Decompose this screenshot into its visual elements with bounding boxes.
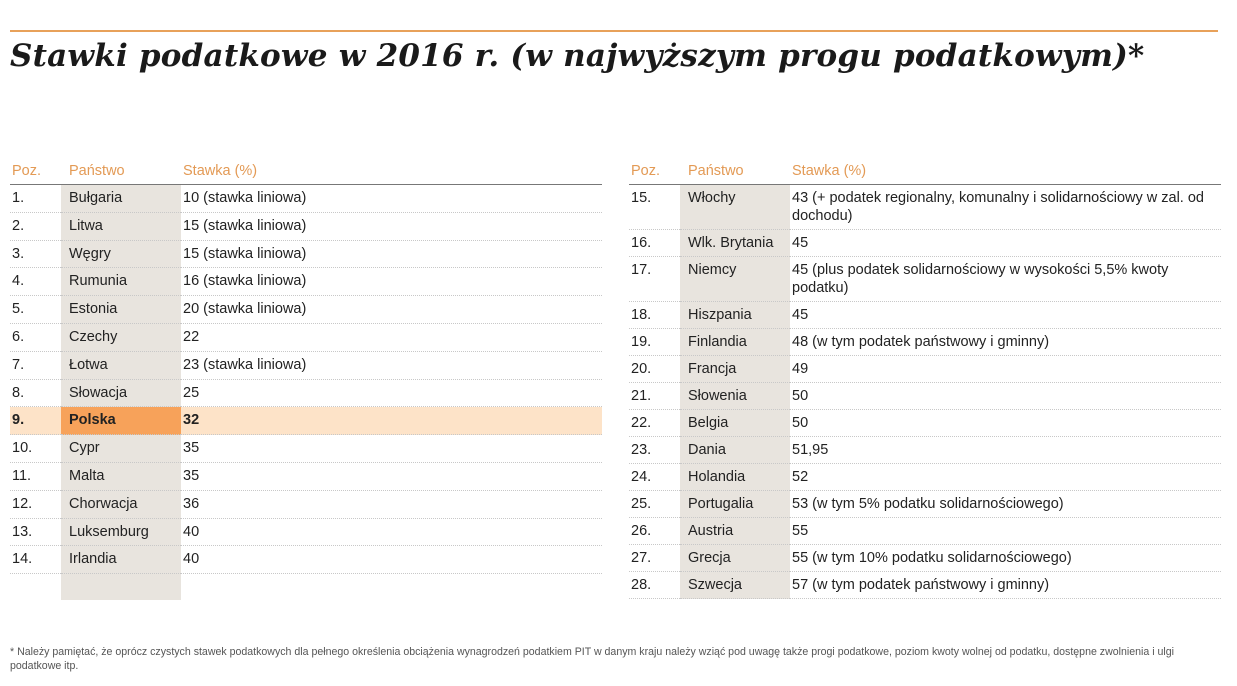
row-rate: 45 [790, 302, 1221, 329]
row-pos: 15. [629, 185, 680, 230]
row-rate: 15 (stawka liniowa) [181, 212, 602, 240]
row-rate: 49 [790, 356, 1221, 383]
tax-table-right [629, 157, 1221, 599]
header-rate: Stawka (%) [181, 157, 602, 185]
row-country: Węgry [61, 240, 181, 268]
row-country: Bułgaria [61, 185, 181, 213]
table-row [10, 212, 602, 240]
row-country: Grecja [680, 545, 790, 572]
table-spacer-row [10, 574, 602, 601]
row-pos: 19. [629, 329, 680, 356]
table-row [629, 257, 1221, 302]
row-pos: 9. [10, 407, 61, 435]
row-country: Czechy [61, 323, 181, 351]
row-pos: 28. [629, 572, 680, 599]
row-country: Dania [680, 437, 790, 464]
row-rate: 15 (stawka liniowa) [181, 240, 602, 268]
table-row [629, 185, 1221, 230]
row-rate: 45 (plus podatek solidarnościowy w wysokości 5,5% kwoty podatku) [790, 257, 1221, 302]
row-pos: 22. [629, 410, 680, 437]
row-pos: 10. [10, 435, 61, 463]
table-row [629, 572, 1221, 599]
row-pos: 18. [629, 302, 680, 329]
row-rate: 45 [790, 230, 1221, 257]
row-pos: 13. [10, 518, 61, 546]
header-pos: Poz. [10, 157, 61, 185]
row-rate: 50 [790, 383, 1221, 410]
top-rule [10, 30, 1218, 32]
row-country: Polska [61, 407, 181, 435]
row-rate: 51,95 [790, 437, 1221, 464]
table-row [629, 518, 1221, 545]
row-country: Estonia [61, 296, 181, 324]
row-rate: 23 (stawka liniowa) [181, 351, 602, 379]
table-row [10, 462, 602, 490]
table-row [629, 491, 1221, 518]
row-rate: 55 [790, 518, 1221, 545]
row-pos: 27. [629, 545, 680, 572]
row-pos: 1. [10, 185, 61, 213]
row-rate: 25 [181, 379, 602, 407]
row-country: Rumunia [61, 268, 181, 296]
spacer-cell [61, 574, 181, 601]
row-country: Słowacja [61, 379, 181, 407]
row-pos: 24. [629, 464, 680, 491]
table-header-row [629, 157, 1221, 185]
table-row [10, 240, 602, 268]
table-row [10, 518, 602, 546]
row-rate: 10 (stawka liniowa) [181, 185, 602, 213]
table-row [629, 302, 1221, 329]
row-country: Francja [680, 356, 790, 383]
header-rate: Stawka (%) [790, 157, 1221, 185]
row-country: Niemcy [680, 257, 790, 302]
row-country: Finlandia [680, 329, 790, 356]
table-row [629, 356, 1221, 383]
spacer-cell [181, 574, 602, 601]
row-rate: 50 [790, 410, 1221, 437]
row-pos: 21. [629, 383, 680, 410]
row-country: Chorwacja [61, 490, 181, 518]
row-pos: 3. [10, 240, 61, 268]
row-rate: 52 [790, 464, 1221, 491]
row-country: Słowenia [680, 383, 790, 410]
row-rate: 43 (+ podatek regionalny, komunalny i solidarnościowy w zal. od dochodu) [790, 185, 1221, 230]
table-row [629, 545, 1221, 572]
table-row [629, 230, 1221, 257]
row-rate: 57 (w tym podatek państwowy i gminny) [790, 572, 1221, 599]
row-rate: 40 [181, 546, 602, 574]
row-pos: 17. [629, 257, 680, 302]
tax-table-left [10, 157, 602, 600]
row-rate: 32 [181, 407, 602, 435]
row-country: Portugalia [680, 491, 790, 518]
row-country: Austria [680, 518, 790, 545]
row-rate: 20 (stawka liniowa) [181, 296, 602, 324]
table-row [10, 351, 602, 379]
table-row [10, 296, 602, 324]
table-row [10, 490, 602, 518]
row-country: Szwecja [680, 572, 790, 599]
row-country: Włochy [680, 185, 790, 230]
row-pos: 25. [629, 491, 680, 518]
row-rate: 22 [181, 323, 602, 351]
table-row [10, 546, 602, 574]
table-row [10, 435, 602, 463]
header-country: Państwo [61, 157, 181, 185]
row-country: Luksemburg [61, 518, 181, 546]
header-pos: Poz. [629, 157, 680, 185]
table-row [629, 383, 1221, 410]
row-pos: 8. [10, 379, 61, 407]
row-rate: 40 [181, 518, 602, 546]
row-country: Wlk. Brytania [680, 230, 790, 257]
row-rate: 55 (w tym 10% podatku solidarnościowego) [790, 545, 1221, 572]
table-row [629, 410, 1221, 437]
header-country: Państwo [680, 157, 790, 185]
table-header-row [10, 157, 602, 185]
row-pos: 2. [10, 212, 61, 240]
row-rate: 16 (stawka liniowa) [181, 268, 602, 296]
row-country: Cypr [61, 435, 181, 463]
row-pos: 11. [10, 462, 61, 490]
tax-table-left-body [10, 185, 602, 601]
footnote: * Należy pamiętać, że oprócz czystych stawek podatkowych dla pełnego określenia obciążenia wynagrodzeń podatkiem PIT w danym kraju należy wziąć pod uwagę także progi podatkowe, poziom kwoty wolnej od podatku, dostępne zwolnienia i ulgi podatkowe itp. [10, 646, 1174, 672]
tax-table-right-body [629, 185, 1221, 599]
row-pos: 26. [629, 518, 680, 545]
row-pos: 12. [10, 490, 61, 518]
row-country: Holandia [680, 464, 790, 491]
table-row [629, 437, 1221, 464]
row-country: Hiszpania [680, 302, 790, 329]
row-country: Malta [61, 462, 181, 490]
table-row [629, 329, 1221, 356]
row-pos: 23. [629, 437, 680, 464]
table-row [10, 185, 602, 213]
row-country: Irlandia [61, 546, 181, 574]
table-row [10, 379, 602, 407]
row-pos: 6. [10, 323, 61, 351]
row-pos: 20. [629, 356, 680, 383]
row-rate: 35 [181, 435, 602, 463]
row-country: Litwa [61, 212, 181, 240]
row-country: Łotwa [61, 351, 181, 379]
table-row [10, 323, 602, 351]
row-pos: 16. [629, 230, 680, 257]
table-row [629, 464, 1221, 491]
row-pos: 5. [10, 296, 61, 324]
row-rate: 35 [181, 462, 602, 490]
row-rate: 48 (w tym podatek państwowy i gminny) [790, 329, 1221, 356]
table-row [10, 268, 602, 296]
page-title: Stawki podatkowe w 2016 r. (w najwyższym progu podatkowym)* [10, 38, 1145, 74]
spacer-cell [10, 574, 61, 601]
row-pos: 7. [10, 351, 61, 379]
row-rate: 36 [181, 490, 602, 518]
row-pos: 14. [10, 546, 61, 574]
row-pos: 4. [10, 268, 61, 296]
row-rate: 53 (w tym 5% podatku solidarnościowego) [790, 491, 1221, 518]
row-country: Belgia [680, 410, 790, 437]
table-row [10, 407, 602, 435]
